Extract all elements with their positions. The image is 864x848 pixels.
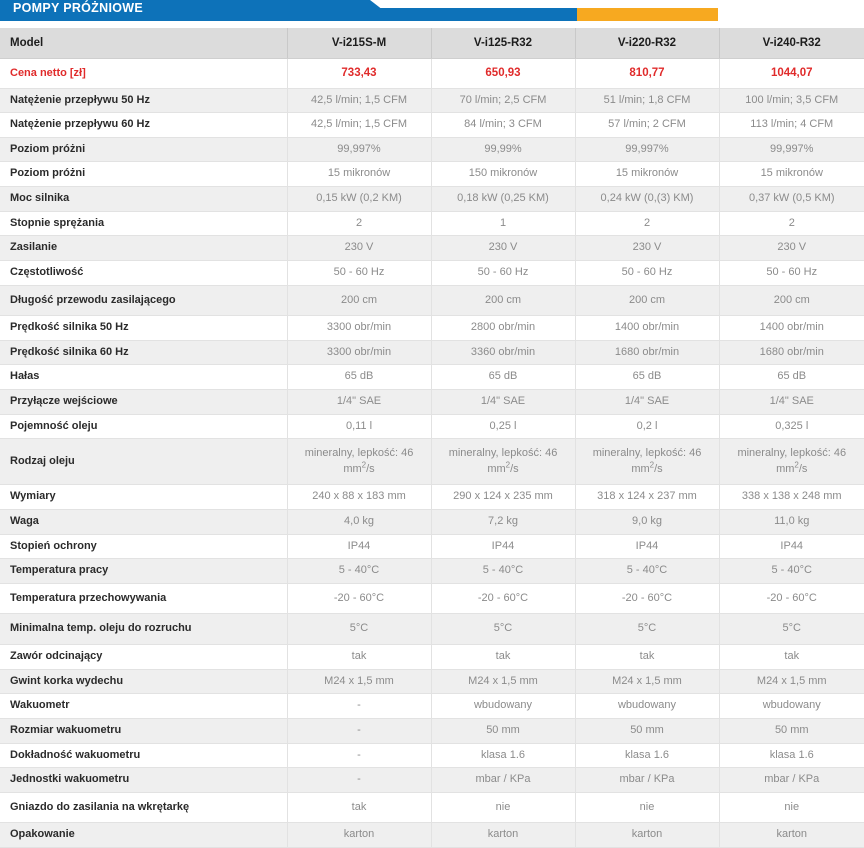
cell-value-col2: 1/4" SAE	[431, 389, 575, 414]
cell-value-col2: 290 x 124 x 235 mm	[431, 485, 575, 510]
cell-value-col4: 99,997%	[719, 137, 864, 162]
table-row	[0, 389, 864, 414]
cell-value-col3: 50 - 60 Hz	[575, 260, 719, 285]
cell-value-col1: 15 mikronów	[287, 162, 431, 187]
table-row	[0, 137, 864, 162]
cell-value-col3: 230 V	[575, 236, 719, 261]
cell-value-col4: mbar / KPa	[719, 768, 864, 793]
page-banner	[0, 0, 720, 28]
model-header-4[interactable]: V-i240-R32	[719, 28, 864, 59]
cell-value-col2: 84 l/min; 3 CFM	[431, 113, 575, 138]
cell-value-col4: IP44	[719, 534, 864, 559]
row-label: Rodzaj oleju	[0, 439, 287, 485]
cell-value-col1: 50 - 60 Hz	[287, 260, 431, 285]
cell-value-col3: karton	[575, 823, 719, 848]
cell-value-col2: 99,99%	[431, 137, 575, 162]
cell-value-col3: 57 l/min; 2 CFM	[575, 113, 719, 138]
row-label: Dokładność wakuometru	[0, 743, 287, 768]
cell-value-col4: 1/4" SAE	[719, 389, 864, 414]
column-header-label: Model	[0, 28, 287, 59]
page-title: POMPY PRÓŻNIOWE	[13, 1, 143, 15]
cell-value-col2: 65 dB	[431, 365, 575, 390]
cell-value-col1: M24 x 1,5 mm	[287, 669, 431, 694]
model-header-2[interactable]: V-i125-R32	[431, 28, 575, 59]
row-label: Przyłącze wejściowe	[0, 389, 287, 414]
cell-value-col4: klasa 1.6	[719, 743, 864, 768]
row-label: Prędkość silnika 50 Hz	[0, 316, 287, 341]
table-row	[0, 316, 864, 341]
cell-value-col4: 1044,07	[719, 59, 864, 88]
table-row	[0, 718, 864, 743]
model-header-1[interactable]: V-i215S-M	[287, 28, 431, 59]
table-row	[0, 669, 864, 694]
cell-value-col1: 65 dB	[287, 365, 431, 390]
cell-value-col1: 4,0 kg	[287, 510, 431, 535]
cell-value-col2: 7,2 kg	[431, 510, 575, 535]
cell-value-col4: 15 mikronów	[719, 162, 864, 187]
cell-value-col4: tak	[719, 645, 864, 670]
row-label: Zawór odcinający	[0, 645, 287, 670]
table-row	[0, 645, 864, 670]
row-label: Gniazdo do zasilania na wkrętarkę	[0, 792, 287, 823]
row-label: Gwint korka wydechu	[0, 669, 287, 694]
table-row	[0, 187, 864, 212]
cell-value-col1: mineralny, lepkość: 46 $mm^2/s$	[287, 439, 431, 485]
cell-value-col4: 1680 obr/min	[719, 340, 864, 365]
cell-value-col3: 65 dB	[575, 365, 719, 390]
cell-value-col4: 11,0 kg	[719, 510, 864, 535]
cell-value-col1: karton	[287, 823, 431, 848]
price-row	[0, 59, 864, 88]
cell-value-col4: 0,37 kW (0,5 KM)	[719, 187, 864, 212]
table-row	[0, 614, 864, 645]
cell-value-col3: 5 - 40°C	[575, 559, 719, 584]
cell-value-col1: 0,15 kW (0,2 KM)	[287, 187, 431, 212]
table-row	[0, 823, 864, 848]
cell-value-col1: 99,997%	[287, 137, 431, 162]
model-header-3[interactable]: V-i220-R32	[575, 28, 719, 59]
cell-value-col3: nie	[575, 792, 719, 823]
cell-value-col2: tak	[431, 645, 575, 670]
cell-value-col3: 0,24 kW (0,(3) KM)	[575, 187, 719, 212]
table-row	[0, 113, 864, 138]
cell-value-col3: 1680 obr/min	[575, 340, 719, 365]
table-row	[0, 559, 864, 584]
cell-value-col4: 0,325 l	[719, 414, 864, 439]
cell-value-col4: 2	[719, 211, 864, 236]
row-label: Minimalna temp. oleju do rozruchu	[0, 614, 287, 645]
cell-value-col3: 1/4" SAE	[575, 389, 719, 414]
cell-value-col3: 50 mm	[575, 718, 719, 743]
cell-value-col2: IP44	[431, 534, 575, 559]
row-label: Pojemność oleju	[0, 414, 287, 439]
cell-value-col1: 230 V	[287, 236, 431, 261]
cell-value-col3: 2	[575, 211, 719, 236]
table-row	[0, 236, 864, 261]
table-row	[0, 211, 864, 236]
cell-value-col1: 200 cm	[287, 285, 431, 316]
cell-value-col1: -	[287, 768, 431, 793]
row-label: Poziom próżni	[0, 137, 287, 162]
row-label: Moc silnika	[0, 187, 287, 212]
cell-value-col2: 70 l/min; 2,5 CFM	[431, 88, 575, 113]
cell-value-col1: 42,5 l/min; 1,5 CFM	[287, 88, 431, 113]
cell-value-col2: 200 cm	[431, 285, 575, 316]
table-row	[0, 285, 864, 316]
row-label: Zasilanie	[0, 236, 287, 261]
row-label: Natężenie przepływu 60 Hz	[0, 113, 287, 138]
cell-value-col2: mineralny, lepkość: 46 $mm^2/s$	[431, 439, 575, 485]
row-label: Hałas	[0, 365, 287, 390]
cell-value-col1: 733,43	[287, 59, 431, 88]
cell-value-col1: 3300 obr/min	[287, 316, 431, 341]
cell-value-col4: 100 l/min; 3,5 CFM	[719, 88, 864, 113]
cell-value-col2: 5 - 40°C	[431, 559, 575, 584]
cell-value-col2: wbudowany	[431, 694, 575, 719]
row-label: Rozmiar wakuometru	[0, 718, 287, 743]
cell-value-col2: 1	[431, 211, 575, 236]
row-label: Długość przewodu zasilającego	[0, 285, 287, 316]
cell-value-col3: 9,0 kg	[575, 510, 719, 535]
cell-value-col1: 3300 obr/min	[287, 340, 431, 365]
banner-orange-strip	[577, 8, 718, 21]
table-row	[0, 510, 864, 535]
cell-value-col3: M24 x 1,5 mm	[575, 669, 719, 694]
cell-value-col3: mineralny, lepkość: 46 $mm^2/s$	[575, 439, 719, 485]
row-label: Wymiary	[0, 485, 287, 510]
cell-value-col4: wbudowany	[719, 694, 864, 719]
cell-value-col2: 3360 obr/min	[431, 340, 575, 365]
cell-value-col1: -	[287, 718, 431, 743]
cell-value-col4: -20 - 60°C	[719, 583, 864, 614]
table-row	[0, 414, 864, 439]
cell-value-col1: -20 - 60°C	[287, 583, 431, 614]
specification-table	[0, 28, 864, 848]
cell-value-col4: nie	[719, 792, 864, 823]
cell-value-col2: 0,18 kW (0,25 KM)	[431, 187, 575, 212]
cell-value-col4: 5 - 40°C	[719, 559, 864, 584]
cell-value-col2: 650,93	[431, 59, 575, 88]
cell-value-col3: 1400 obr/min	[575, 316, 719, 341]
cell-value-col2: 50 mm	[431, 718, 575, 743]
cell-value-col2: 150 mikronów	[431, 162, 575, 187]
cell-value-col2: 5°C	[431, 614, 575, 645]
table-row	[0, 439, 864, 485]
cell-value-col3: 810,77	[575, 59, 719, 88]
cell-value-col2: karton	[431, 823, 575, 848]
table-row	[0, 340, 864, 365]
row-label: Opakowanie	[0, 823, 287, 848]
cell-value-col3: 51 l/min; 1,8 CFM	[575, 88, 719, 113]
cell-value-col4: 200 cm	[719, 285, 864, 316]
cell-value-col1: 42,5 l/min; 1,5 CFM	[287, 113, 431, 138]
row-label: Stopnie sprężania	[0, 211, 287, 236]
cell-value-col4: mineralny, lepkość: 46 $mm^2/s$	[719, 439, 864, 485]
table-row	[0, 743, 864, 768]
cell-value-col4: 50 - 60 Hz	[719, 260, 864, 285]
cell-value-col1: tak	[287, 792, 431, 823]
table-row	[0, 88, 864, 113]
cell-value-col3: 5°C	[575, 614, 719, 645]
cell-value-col3: 0,2 l	[575, 414, 719, 439]
cell-value-col3: 200 cm	[575, 285, 719, 316]
cell-value-col3: -20 - 60°C	[575, 583, 719, 614]
cell-value-col3: tak	[575, 645, 719, 670]
table-row	[0, 583, 864, 614]
cell-value-col2: nie	[431, 792, 575, 823]
cell-value-col3: IP44	[575, 534, 719, 559]
cell-value-col3: wbudowany	[575, 694, 719, 719]
cell-value-col1: tak	[287, 645, 431, 670]
cell-value-col4: 1400 obr/min	[719, 316, 864, 341]
row-label: Poziom próżni	[0, 162, 287, 187]
cell-value-col2: 2800 obr/min	[431, 316, 575, 341]
cell-value-col1: -	[287, 743, 431, 768]
table-row	[0, 792, 864, 823]
table-row	[0, 162, 864, 187]
row-label: Prędkość silnika 60 Hz	[0, 340, 287, 365]
row-label: Waga	[0, 510, 287, 535]
table-row	[0, 694, 864, 719]
cell-value-col3: 15 mikronów	[575, 162, 719, 187]
cell-value-col4: 230 V	[719, 236, 864, 261]
table-row	[0, 485, 864, 510]
cell-value-col4: 338 x 138 x 248 mm	[719, 485, 864, 510]
cell-value-col4: 113 l/min; 4 CFM	[719, 113, 864, 138]
cell-value-col2: klasa 1.6	[431, 743, 575, 768]
table-row	[0, 768, 864, 793]
cell-value-col1: 2	[287, 211, 431, 236]
cell-value-col1: 5 - 40°C	[287, 559, 431, 584]
cell-value-col4: 5°C	[719, 614, 864, 645]
cell-value-col3: klasa 1.6	[575, 743, 719, 768]
row-label: Cena netto [zł]	[0, 59, 287, 88]
row-label: Częstotliwość	[0, 260, 287, 285]
cell-value-col1: 1/4" SAE	[287, 389, 431, 414]
cell-value-col4: karton	[719, 823, 864, 848]
cell-value-col4: 50 mm	[719, 718, 864, 743]
cell-value-col3: 318 x 124 x 237 mm	[575, 485, 719, 510]
row-label: Temperatura pracy	[0, 559, 287, 584]
cell-value-col1: 0,11 l	[287, 414, 431, 439]
cell-value-col2: 50 - 60 Hz	[431, 260, 575, 285]
cell-value-col1: -	[287, 694, 431, 719]
cell-value-col2: 230 V	[431, 236, 575, 261]
cell-value-col1: IP44	[287, 534, 431, 559]
table-row	[0, 260, 864, 285]
cell-value-col4: 65 dB	[719, 365, 864, 390]
row-label: Wakuometr	[0, 694, 287, 719]
cell-value-col3: 99,997%	[575, 137, 719, 162]
cell-value-col1: 240 x 88 x 183 mm	[287, 485, 431, 510]
row-label: Natężenie przepływu 50 Hz	[0, 88, 287, 113]
row-label: Jednostki wakuometru	[0, 768, 287, 793]
cell-value-col2: -20 - 60°C	[431, 583, 575, 614]
table-header-row	[0, 28, 864, 59]
table-row	[0, 534, 864, 559]
cell-value-col3: mbar / KPa	[575, 768, 719, 793]
cell-value-col2: 0,25 l	[431, 414, 575, 439]
cell-value-col1: 5°C	[287, 614, 431, 645]
cell-value-col2: M24 x 1,5 mm	[431, 669, 575, 694]
cell-value-col2: mbar / KPa	[431, 768, 575, 793]
cell-value-col4: M24 x 1,5 mm	[719, 669, 864, 694]
row-label: Temperatura przechowywania	[0, 583, 287, 614]
row-label: Stopień ochrony	[0, 534, 287, 559]
table-row	[0, 365, 864, 390]
